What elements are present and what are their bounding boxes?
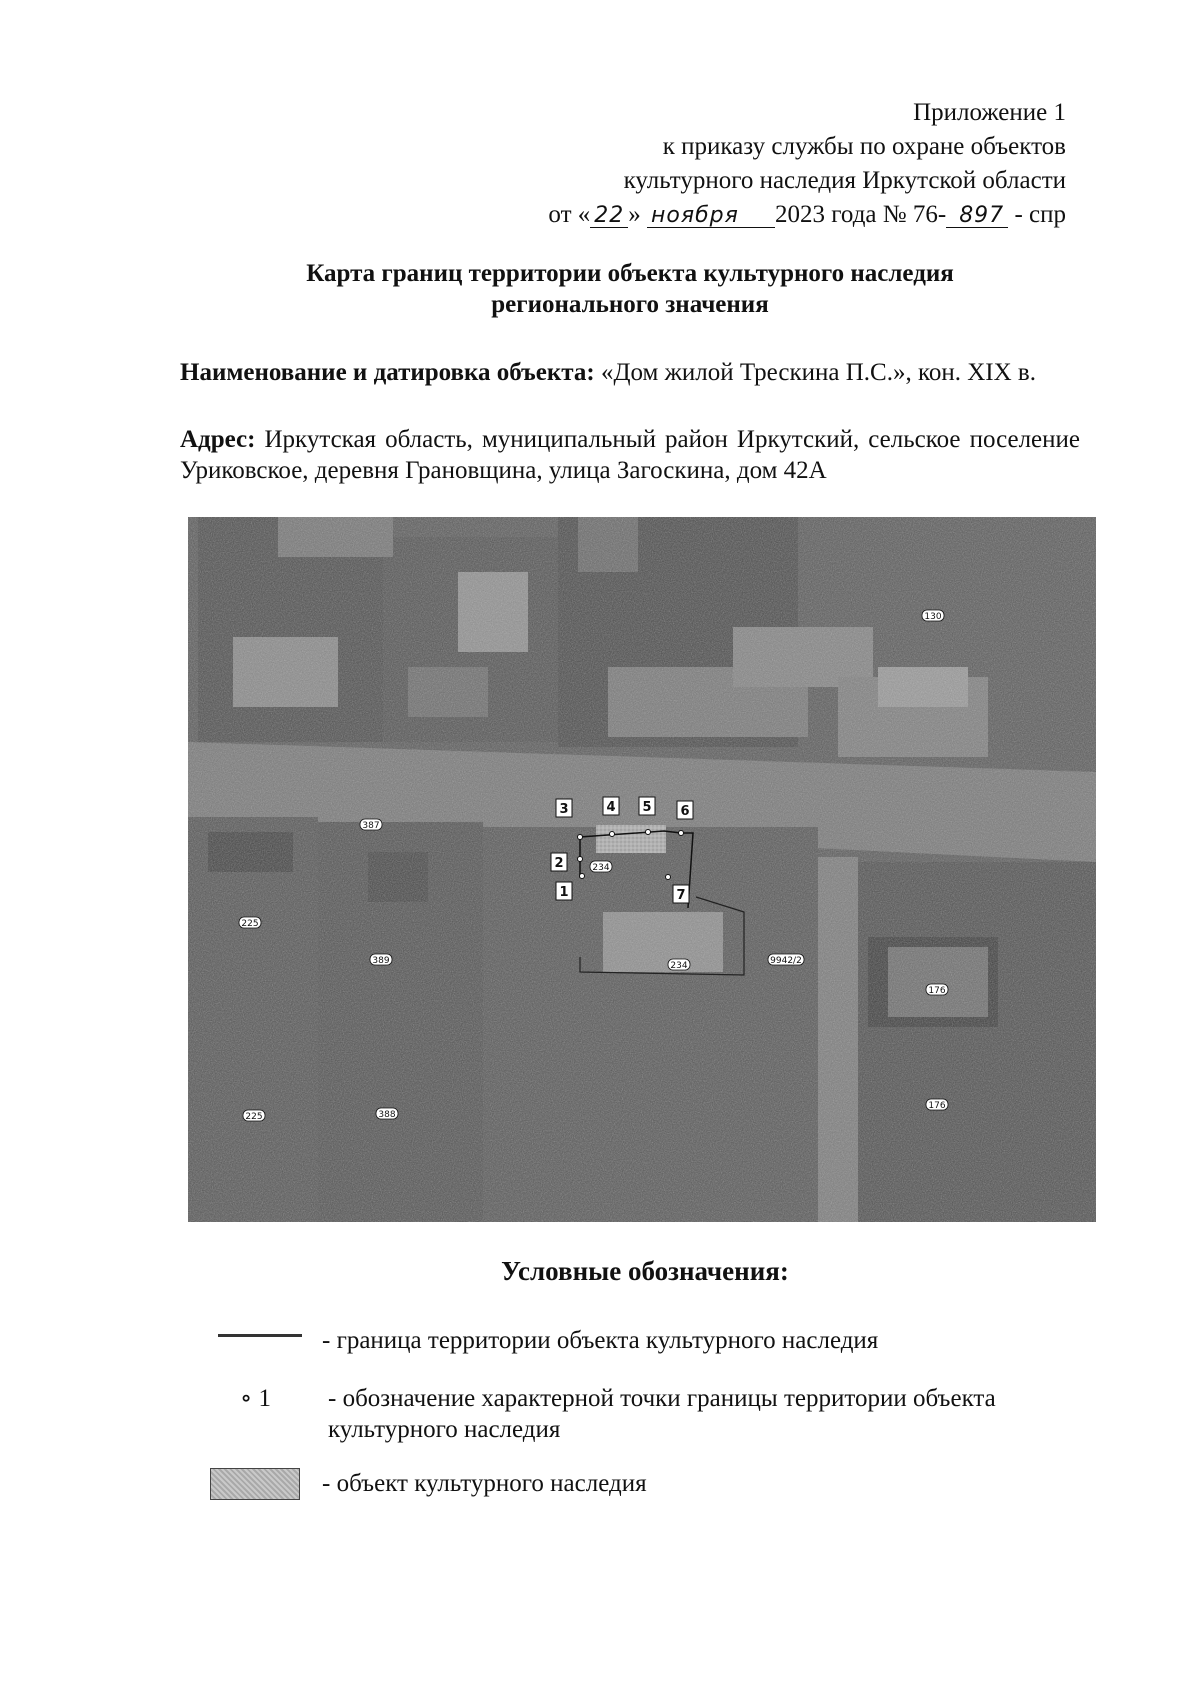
- handwritten-number: 897: [946, 205, 1008, 228]
- legend-heritage-text: - объект культурного наследия: [322, 1470, 647, 1497]
- legend-point-text: - обозначение характерной точки границы территории объекта культурного наследия: [328, 1385, 996, 1443]
- point-label-7: [673, 885, 689, 903]
- address-paragraph: [180, 424, 1080, 486]
- title-line-2: регионального значения: [491, 291, 769, 318]
- parcel-label: [922, 610, 944, 622]
- point-label-2: [551, 853, 567, 871]
- point-label-6: [677, 801, 693, 819]
- title-line-1: Карта границ территории объекта культурного наследия: [306, 260, 954, 287]
- date-prefix: от «: [548, 201, 591, 228]
- appendix-title: Приложение 1: [913, 99, 1066, 126]
- svg-text:225: 225: [241, 919, 259, 929]
- satellite-map: [188, 517, 1096, 1222]
- boundary-point-2: [578, 857, 583, 862]
- handwritten-day: 22: [590, 205, 628, 228]
- heritage-object: [596, 825, 666, 853]
- parcel-label: [926, 1099, 948, 1111]
- object-name-paragraph: [180, 357, 1080, 388]
- object-name-label: Наименование и датировка объекта:: [180, 359, 595, 386]
- svg-text:387: 387: [362, 821, 380, 831]
- svg-text:176: 176: [928, 986, 946, 996]
- svg-text:176: 176: [928, 1101, 946, 1111]
- date-year: 2023 года № 76-: [775, 201, 947, 228]
- date-mid: »: [628, 201, 641, 228]
- point-label-4: [603, 797, 619, 815]
- appendix-authority-line: культурного наследия Иркутской области: [623, 167, 1066, 194]
- legend-title: Условные обозначения:: [501, 1256, 789, 1286]
- parcel-label: [243, 1110, 265, 1122]
- boundary-point-5: [646, 830, 651, 835]
- parcel-label: [360, 819, 382, 831]
- address-label: Адрес:: [180, 426, 256, 453]
- address-value: Иркутская область, муниципальный район Иркутский, сельское поселение Уриковское, деревня Грановщина, улица Загоскина, дом 42А: [180, 426, 1081, 484]
- parcel-label: [926, 984, 948, 996]
- svg-text:234: 234: [592, 863, 610, 873]
- boundary-point-1: [580, 874, 585, 879]
- svg-text:1: 1: [559, 885, 569, 900]
- svg-text:5: 5: [642, 800, 652, 815]
- boundary-point-3: [578, 835, 583, 840]
- point-label-5: [639, 797, 655, 815]
- svg-text:3: 3: [559, 802, 569, 817]
- legend-boundary-swatch: [218, 1334, 302, 1337]
- map-grain: [188, 517, 1096, 1222]
- document-title: [180, 258, 1080, 320]
- boundary-point-6: [679, 831, 684, 836]
- parcel-label: [768, 954, 804, 966]
- parcel-label: [370, 954, 392, 966]
- svg-text:4: 4: [606, 800, 616, 815]
- point-label-1: [556, 882, 572, 900]
- legend-heritage-swatch: [210, 1468, 300, 1500]
- header-appendix: [466, 96, 1066, 232]
- svg-text:9942/2: 9942/2: [770, 956, 802, 966]
- svg-text:389: 389: [372, 956, 390, 966]
- boundary-point-7: [666, 875, 671, 880]
- svg-text:234: 234: [670, 961, 688, 971]
- svg-text:6: 6: [680, 804, 690, 819]
- svg-text:225: 225: [245, 1112, 263, 1122]
- svg-text:388: 388: [378, 1110, 396, 1120]
- handwritten-month: ноября: [647, 205, 775, 228]
- legend-boundary-text: - граница территории объекта культурного наследия: [322, 1327, 879, 1354]
- legend-point-symbol: ∘ 1: [240, 1385, 272, 1412]
- parcel-label: [668, 959, 690, 971]
- date-suffix: - спр: [1008, 201, 1066, 228]
- parcel-label: [590, 861, 612, 873]
- svg-text:130: 130: [924, 612, 942, 622]
- svg-text:2: 2: [554, 856, 564, 871]
- parcel-label: [376, 1108, 398, 1120]
- svg-text:7: 7: [676, 888, 686, 903]
- parcel-label: [239, 917, 261, 929]
- object-name-value: «Дом жилой Трескина П.С.», кон. XIX в.: [600, 359, 1036, 386]
- point-label-3: [556, 799, 572, 817]
- boundary-point-4: [610, 832, 615, 837]
- appendix-date-line: [466, 198, 1066, 232]
- appendix-order-line: к приказу службы по охране объектов: [662, 133, 1066, 160]
